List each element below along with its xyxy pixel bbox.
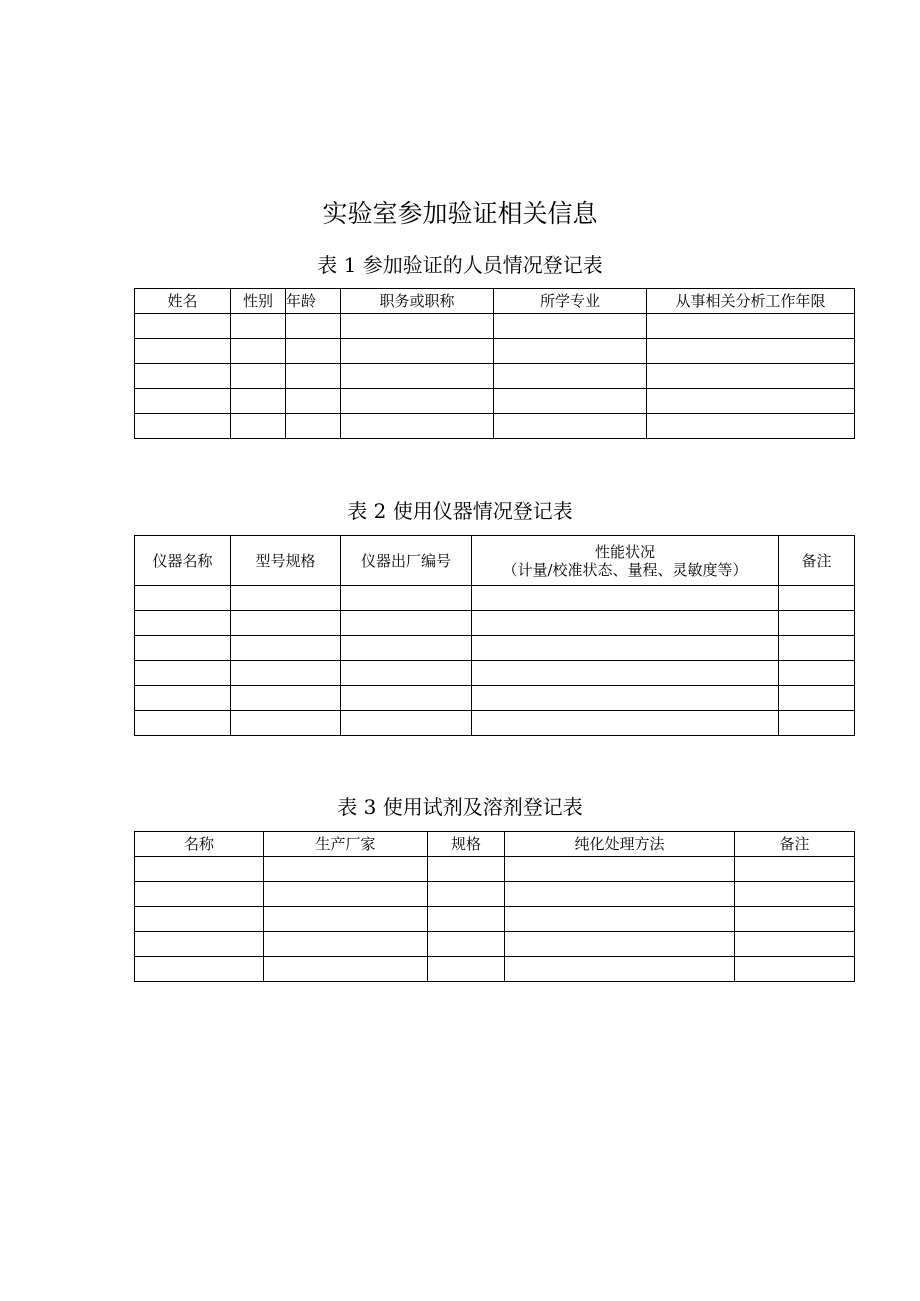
table1-cell[interactable]	[286, 339, 341, 364]
table1-cell[interactable]	[231, 339, 286, 364]
table1-row	[135, 389, 855, 414]
table1-cell[interactable]	[341, 364, 494, 389]
table1-cell[interactable]	[647, 414, 855, 439]
table1-cell[interactable]	[286, 314, 341, 339]
table1-cell[interactable]	[135, 389, 231, 414]
table3-caption: 表 3 使用试剂及溶剂登记表	[337, 795, 583, 819]
table2-cell[interactable]	[472, 586, 779, 611]
table1-cell[interactable]	[135, 314, 231, 339]
table3-cell[interactable]	[135, 907, 264, 932]
table2-cell[interactable]	[779, 686, 855, 711]
table3-cell[interactable]	[428, 882, 505, 907]
header-purification: 纯化处理方法	[505, 832, 735, 857]
table3-cell[interactable]	[505, 857, 735, 882]
table2-cell[interactable]	[135, 661, 231, 686]
table2-cell[interactable]	[472, 686, 779, 711]
table3-cell[interactable]	[735, 907, 855, 932]
table2-row	[135, 611, 855, 636]
header-reagent-name: 名称	[135, 832, 264, 857]
table1-row	[135, 414, 855, 439]
table1-cell[interactable]	[286, 389, 341, 414]
table2-cell[interactable]	[231, 686, 341, 711]
table2-cell[interactable]	[341, 711, 472, 736]
table2-cell[interactable]	[135, 711, 231, 736]
table2-cell[interactable]	[779, 661, 855, 686]
header-years: 从事相关分析工作年限	[647, 289, 855, 314]
table2-header-row	[135, 536, 855, 586]
table2-cell[interactable]	[231, 711, 341, 736]
table3-cell[interactable]	[428, 957, 505, 982]
table2-cell[interactable]	[231, 611, 341, 636]
table3-body	[135, 832, 855, 982]
table2-cell[interactable]	[779, 611, 855, 636]
table2-cell[interactable]	[135, 586, 231, 611]
header-instrument-name: 仪器名称	[135, 536, 231, 586]
table3-cell[interactable]	[135, 957, 264, 982]
header-performance-label: 性能状况	[594, 542, 655, 561]
table1-cell[interactable]	[647, 314, 855, 339]
header-title: 职务或职称	[341, 289, 494, 314]
table1-cell[interactable]	[341, 389, 494, 414]
table1-row	[135, 364, 855, 389]
table3-cell[interactable]	[264, 882, 428, 907]
table1-cell[interactable]	[341, 314, 494, 339]
table1-body	[135, 289, 855, 439]
header-manufacturer: 生产厂家	[264, 832, 428, 857]
table1-cell[interactable]	[231, 389, 286, 414]
table1-cell[interactable]	[286, 364, 341, 389]
table1-cell[interactable]	[231, 364, 286, 389]
table3-cell[interactable]	[135, 857, 264, 882]
table1-row	[135, 339, 855, 364]
table1-cell[interactable]	[494, 339, 647, 364]
table1-cell[interactable]	[231, 314, 286, 339]
table1-caption: 表 1 参加验证的人员情况登记表	[317, 253, 603, 277]
table2-cell[interactable]	[135, 611, 231, 636]
table3-cell[interactable]	[135, 882, 264, 907]
table1-cell[interactable]	[135, 364, 231, 389]
table2-caption: 表 2 使用仪器情况登记表	[347, 499, 573, 523]
table1-header-row	[135, 289, 855, 314]
table1-cell[interactable]	[341, 339, 494, 364]
reagent-table	[134, 831, 855, 982]
table2-cell[interactable]	[135, 636, 231, 661]
table1-cell[interactable]	[494, 364, 647, 389]
table3-cell[interactable]	[505, 932, 735, 957]
table3-cell[interactable]	[264, 932, 428, 957]
table1-cell[interactable]	[647, 339, 855, 364]
header-major: 所学专业	[494, 289, 647, 314]
table1-cell[interactable]	[647, 389, 855, 414]
table2-row	[135, 636, 855, 661]
instrument-table	[134, 535, 855, 736]
personnel-table	[134, 288, 855, 439]
table2-body	[135, 536, 855, 736]
table1-cell[interactable]	[286, 414, 341, 439]
header-age: 年龄	[286, 289, 341, 314]
table3-row	[135, 882, 855, 907]
table1-cell[interactable]	[135, 414, 231, 439]
header-model: 型号规格	[231, 536, 341, 586]
table2-row	[135, 686, 855, 711]
table3-cell[interactable]	[735, 957, 855, 982]
table2-cell[interactable]	[341, 611, 472, 636]
header-reagent-remarks: 备注	[735, 832, 855, 857]
table3-cell[interactable]	[264, 957, 428, 982]
table1-cell[interactable]	[494, 389, 647, 414]
table3-cell[interactable]	[505, 882, 735, 907]
table2-cell[interactable]	[472, 636, 779, 661]
table2-row	[135, 661, 855, 686]
table3-header-row	[135, 832, 855, 857]
table3-cell[interactable]	[505, 957, 735, 982]
table3-cell[interactable]	[264, 857, 428, 882]
table2-cell[interactable]	[341, 661, 472, 686]
table2-cell[interactable]	[231, 586, 341, 611]
table2-cell[interactable]	[135, 686, 231, 711]
table3-cell[interactable]	[428, 932, 505, 957]
table3-cell[interactable]	[428, 857, 505, 882]
table2-cell[interactable]	[779, 586, 855, 611]
table1-cell[interactable]	[231, 414, 286, 439]
table3-cell[interactable]	[735, 932, 855, 957]
table1-cell[interactable]	[494, 414, 647, 439]
table2-row	[135, 711, 855, 736]
table3-row	[135, 932, 855, 957]
table3-cell[interactable]	[505, 907, 735, 932]
table2-cell[interactable]	[779, 711, 855, 736]
table2-cell[interactable]	[341, 636, 472, 661]
table3-cell[interactable]	[135, 932, 264, 957]
table2-cell[interactable]	[472, 661, 779, 686]
table1-cell[interactable]	[135, 339, 231, 364]
header-performance	[472, 536, 779, 586]
table2-cell[interactable]	[231, 661, 341, 686]
header-performance-note: （计量/校准状态、量程、灵敏度等）	[502, 560, 748, 579]
table3-cell[interactable]	[735, 857, 855, 882]
table3-row	[135, 957, 855, 982]
table2-row	[135, 586, 855, 611]
table3-cell[interactable]	[264, 907, 428, 932]
header-serial-number: 仪器出厂编号	[341, 536, 472, 586]
table1-cell[interactable]	[341, 414, 494, 439]
table2-cell[interactable]	[341, 586, 472, 611]
table3-cell[interactable]	[735, 882, 855, 907]
table3-row	[135, 907, 855, 932]
table1-row	[135, 314, 855, 339]
table1-cell[interactable]	[494, 314, 647, 339]
header-name: 姓名	[135, 289, 231, 314]
header-gender: 性别	[231, 289, 286, 314]
table3-row	[135, 857, 855, 882]
header-remarks: 备注	[779, 536, 855, 586]
table2-cell[interactable]	[231, 636, 341, 661]
table2-cell[interactable]	[472, 711, 779, 736]
table1-cell[interactable]	[647, 364, 855, 389]
table3-cell[interactable]	[428, 907, 505, 932]
table2-cell[interactable]	[341, 686, 472, 711]
table2-cell[interactable]	[472, 611, 779, 636]
table2-cell[interactable]	[779, 636, 855, 661]
page-title: 实验室参加验证相关信息	[322, 199, 598, 228]
header-specification: 规格	[428, 832, 505, 857]
